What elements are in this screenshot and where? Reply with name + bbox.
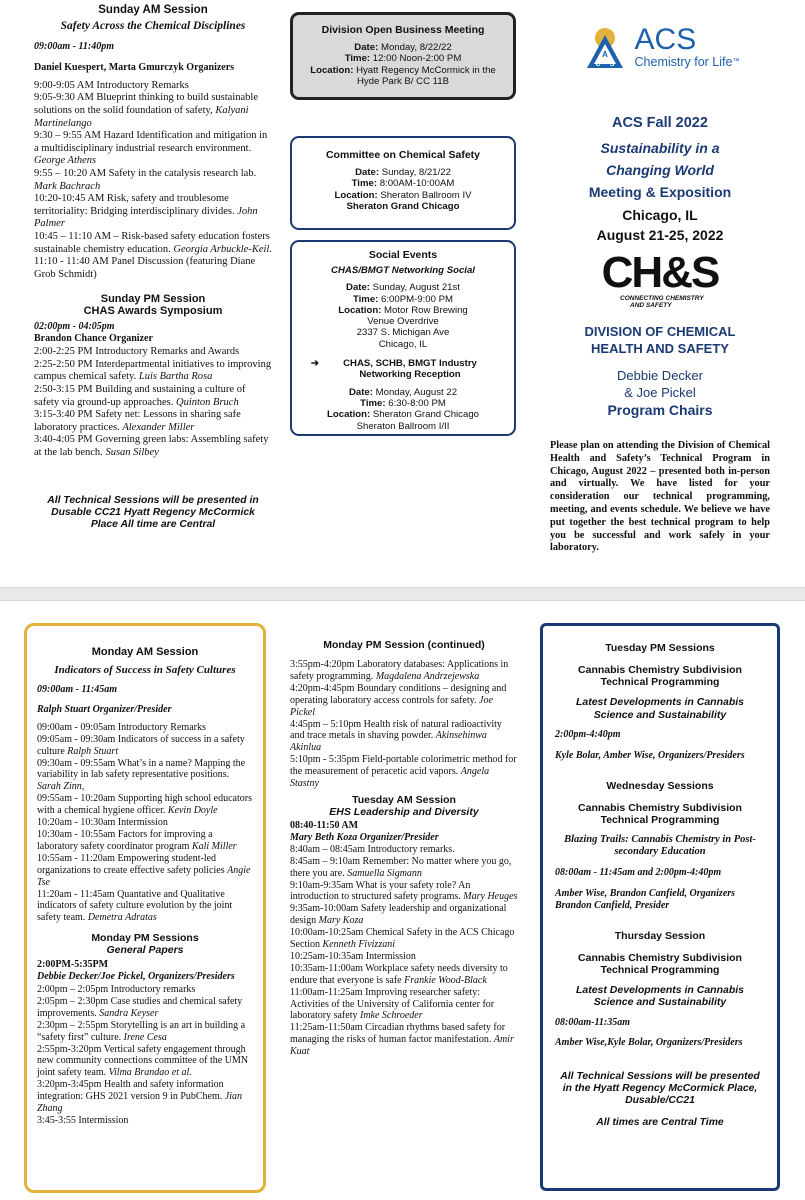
sunday-am-time: 09:00am - 11:40pm: [34, 41, 114, 52]
committee-box: [290, 136, 516, 230]
talk-item: [34, 434, 272, 459]
address-line: Sheraton Ballroom I/II: [356, 420, 450, 432]
talk-presenter: Georgia Arbuckle-Keil.: [173, 243, 272, 255]
sunday-column: [34, 4, 272, 530]
session-time: 08:00am - 11:45am and 2:00pm-4:40pm: [555, 866, 722, 878]
detail-value: 8:00AM-10:00AM: [377, 178, 455, 190]
detail-value: 12:00 Noon-2:00 PM: [370, 53, 462, 65]
talk-item: [37, 793, 253, 817]
talk-item: [34, 409, 272, 434]
talk-item: [34, 231, 272, 256]
detail-value: Sunday, 8/21/22: [379, 167, 451, 178]
chair-1: Debbie Decker: [617, 368, 703, 383]
sunday-pm-talk-list: [34, 346, 272, 459]
cannabis-sessions-box: [540, 623, 780, 1191]
talk-text: 2:25-2:50 PM Interdepartmental initiatives to improving campus chemical safety.: [34, 358, 272, 383]
session-organizers: Amber Wise,Kyle Bolar, Organizers/Presiders: [555, 1037, 743, 1049]
talk-item: [290, 683, 518, 719]
sunday-am-title: Safety Across the Chemical Disciplines: [60, 20, 246, 32]
talk-text: 10:55am - 11:20am Empowering student-led organizations to create effective safety policies: [37, 852, 228, 876]
cannabis-session-list: [555, 642, 765, 1049]
arrow-right-icon: ➔: [310, 358, 320, 370]
acs-emblem-letter-s: S: [609, 61, 614, 68]
detail-value: Sunday, August 21st: [370, 282, 460, 294]
session-title: Blazing Trails: Cannabis Chemistry in Post-secondary Education: [564, 833, 756, 858]
talk-item: [37, 817, 253, 829]
social-events-box: [290, 240, 516, 436]
talk-text: 10:20-10:45 AM Risk, safety and troublesome territoriality: Bridging interdisciplinary divides.: [34, 193, 238, 217]
monday-am-talk-list: [37, 722, 253, 924]
chas-logo: [548, 248, 772, 309]
sunday-am-talk-list: [34, 80, 272, 282]
monday-pm-continued-heading: Monday PM Session (continued): [323, 639, 485, 651]
acs-emblem-icon: [581, 22, 629, 72]
detail-line: [298, 167, 508, 178]
talk-item: [34, 80, 272, 93]
detail-line: [298, 282, 508, 293]
social-event-1-details: [298, 282, 508, 316]
meeting-subtitle: Meeting & Exposition: [588, 184, 732, 200]
talk-presenter: Ralph Stuart: [67, 745, 119, 757]
tuesday-am-time: 08:40-11:50 AM: [290, 819, 359, 831]
session-subdivision: Cannabis Chemistry Subdivision: [578, 664, 742, 676]
talk-text: 2:55pm-3:20pm Vertical safety engagement through new community connections committee of the UMN joint safety team.: [37, 1043, 249, 1079]
social-event-2-name: CHAS, SCHB, BMGT Industry Networking Reception: [343, 358, 477, 381]
talk-presenter: Demetra Adratas: [87, 912, 157, 924]
detail-label: Location:: [310, 64, 354, 76]
chas-logo-sub-2: AND SAFETY: [630, 302, 672, 309]
talk-text: 3:55pm-4:20pm Laboratory databases: Applications in safety programming.: [290, 659, 509, 682]
talk-text: 3:20pm-3:45pm Health and safety information integration: GHS 2021 version 9 in PubChem.: [37, 1079, 225, 1103]
talk-presenter: Kalyani Martinelango: [34, 105, 249, 129]
talk-text: 11:10 - 11:40 AM Panel Discussion (featuring Diane Grob Schmidt): [34, 256, 256, 280]
session-wed: [555, 780, 765, 912]
talk-text: 8:40am – 08:45am Introductory remarks.: [290, 843, 455, 855]
talk-item: [37, 1115, 253, 1127]
talk-presenter: Quinton Bruch: [176, 396, 239, 408]
address-line: 2337 S. Michigan Ave: [356, 327, 450, 339]
talk-item: [37, 889, 253, 925]
business-meeting-details: [299, 42, 507, 87]
session-time: 08:00am-11:35am: [555, 1016, 630, 1028]
talk-text: 9:55 – 10:20 AM Safety in the catalysis research lab.: [34, 167, 257, 179]
talk-text: 10:35am-11:00am Workplace safety needs diversity to endure that everyone is safe: [290, 962, 508, 986]
talk-text: 2:00pm – 2:05pm Introductory remarks: [37, 984, 196, 996]
detail-line: [298, 387, 508, 398]
acs-emblem-letter-c: C: [594, 61, 601, 68]
talk-presenter: Mary Koza: [318, 915, 364, 927]
talk-text: 09:00am - 09:05am Introductory Remarks: [37, 721, 206, 733]
talk-text: 4:20pm-4:45pm Boundary conditions – designing and operating laboratory access controls for safety.: [290, 682, 507, 706]
detail-label: Date:: [348, 386, 373, 398]
monday-pm-talk-list: [37, 984, 253, 1127]
acs-tagline: Chemistry for Life: [634, 55, 733, 69]
meeting-dates: August 21-25, 2022: [596, 227, 724, 243]
session-program: Technical Programming: [600, 676, 720, 688]
talk-presenter: Magdalena Andrzejewska: [375, 670, 480, 682]
social-event-1-address: [298, 316, 508, 350]
talk-item: [290, 659, 518, 683]
talk-text: 2:00-2:25 PM Introductory Remarks and Awards: [34, 346, 240, 358]
talk-text: 9:00-9:05 AM Introductory Remarks: [34, 79, 189, 91]
intro-paragraph: Please plan on attending the Division of Chemical Health and Safety’s Technical Program in Chicago, August 2022 – presented both in-person and virtually. We have listed for your consideration our technical programming, meeting, and events schedule. We believe we have put together the best technical program to help you be successful and work safely in your laboratory.: [550, 440, 770, 554]
address-line: Chicago, IL: [378, 338, 428, 350]
detail-value: Sheraton Grand Chicago: [370, 409, 479, 421]
meeting-theme-line-1: Sustainability in a: [600, 140, 720, 156]
acs-logo-text: ACS: [634, 23, 697, 56]
tuesday-am-talk-list: [290, 844, 518, 1058]
sunday-pm-organizers: Brandon Chance Organizer: [34, 333, 153, 345]
talk-text: 9:35am-10:00am Safety leadership and organizational design: [290, 903, 507, 927]
talk-text: 9:10am-9:35am What is your safety role? An introduction to structured safety programs.: [290, 879, 471, 903]
business-meeting-title: Division Open Business Meeting: [321, 24, 485, 36]
talk-text: 8:45am – 9:10am Remember: No matter where you go, there you are.: [290, 855, 512, 879]
detail-value: 6:00PM-9:00 PM: [378, 293, 454, 305]
talk-item: [290, 844, 518, 856]
talk-text: 10:20am - 10:30am Intermission: [37, 817, 168, 829]
session-subdivision: Cannabis Chemistry Subdivision: [578, 951, 742, 964]
talk-text: 11:20am - 11:45am Quantative and Qualitative indicators of safety culture evolution by the joint safety team.: [37, 888, 233, 924]
monday-pm-heading: Monday PM Sessions: [91, 932, 199, 945]
talk-presenter: Sandra Keyser: [99, 1007, 159, 1019]
session-heading: Thursday Session: [614, 929, 706, 942]
session-program: Technical Programming: [600, 813, 720, 826]
talk-text: 9:05-9:30 AM Blueprint thinking to build sustainable solutions on the solid foundation of safety,: [34, 92, 258, 116]
talk-text: 09:55am - 10:20am Supporting high school educators with a chemical hygiene officer.: [37, 793, 252, 817]
sunday-location-note: All Technical Sessions will be presented in Dusable CC21 Hyatt Regency McCormick Place All time are Central: [47, 495, 259, 530]
talk-presenter: John Palmer: [34, 205, 258, 230]
talk-item: [290, 719, 518, 755]
detail-line: [299, 65, 507, 88]
chair-2: & Joe Pickel: [624, 385, 696, 400]
talk-item: [34, 168, 272, 193]
talk-presenter: Kevin Doyle: [167, 805, 218, 817]
talk-item: [37, 758, 253, 794]
talk-item: [290, 927, 518, 951]
talk-presenter: Angie Tse: [37, 864, 251, 888]
talk-presenter: Jian Zhang: [37, 1091, 242, 1115]
committee-details: [298, 167, 508, 201]
talk-presenter: Akinsehinwa Akinlua: [290, 730, 487, 754]
session-time: 2:00pm-4:40pm: [555, 729, 621, 740]
detail-line: [298, 398, 508, 409]
monday-am-time: 09:00am - 11:45am: [37, 684, 117, 695]
talk-presenter: Joe Pickel: [290, 694, 493, 718]
acs-trademark: ™: [732, 58, 740, 65]
cover-column: [548, 16, 772, 419]
monday-pm-continued-talk-list: [290, 659, 518, 790]
detail-line: [299, 53, 507, 64]
session-heading: Wednesday Sessions: [606, 779, 714, 792]
talk-item: [37, 996, 253, 1020]
business-meeting-box: [290, 12, 516, 100]
talk-text: 3:45-3:55 Intermission: [37, 1115, 129, 1126]
detail-label: Time:: [344, 53, 371, 65]
talk-item: [37, 1044, 253, 1080]
talk-item: [34, 130, 272, 168]
talk-item: [290, 903, 518, 927]
talk-text: 10:45 – 11:10 AM – Risk-based safety education fosters sustainable chemistry education.: [34, 230, 270, 255]
talk-text: 09:30am - 09:55am What’s in a name? Mapping the variability in lab safety representative positions.: [37, 757, 246, 781]
talk-item: [37, 1079, 253, 1115]
talk-item: [37, 734, 253, 758]
talk-presenter: Amir Kuat: [290, 1034, 514, 1058]
committee-venue: Sheraton Grand Chicago: [346, 200, 460, 212]
session-title: Latest Developments in Cannabis Science and Sustainability: [575, 696, 745, 721]
talk-presenter: Frankie Wood-Black: [404, 974, 487, 986]
talk-presenter: Vilma Brandao et al.: [108, 1067, 192, 1079]
session-program: Technical Programming: [600, 963, 720, 976]
chas-logo-sub-1: CONNECTING CHEMISTRY: [620, 295, 704, 302]
session-organizers: Amber Wise, Brandon Canfield, Organizers Brandon Canfield, Presider: [555, 887, 736, 911]
social-event-1-name: CHAS/BMGT Networking Social: [331, 265, 475, 276]
monday-am-title: Indicators of Success in Safety Cultures: [54, 664, 236, 676]
talk-text: 5:10pm - 5:35pm Field-portable colorimetric method for the measurement of peracetic acid vapors.: [290, 754, 517, 778]
session-tue-pm: [555, 642, 765, 762]
tuesday-am-title: EHS Leadership and Diversity: [329, 805, 479, 818]
talk-item: [37, 829, 253, 853]
detail-label: Time:: [351, 178, 378, 190]
monday-pm-time: 2:00PM-5:35PM: [37, 959, 109, 971]
meeting-title: ACS Fall 2022: [612, 115, 708, 131]
tuesday-am-heading: Tuesday AM Session: [352, 793, 456, 806]
talk-presenter: Mary Heuges: [463, 891, 518, 903]
talk-item: [290, 951, 518, 963]
talk-item: [34, 92, 272, 130]
committee-title: Committee on Chemical Safety: [325, 149, 481, 161]
sunday-am-heading: Sunday AM Session: [98, 4, 208, 16]
sunday-pm-time: 02:00pm - 04:05pm: [34, 321, 115, 333]
talk-item: [34, 384, 272, 409]
session-subdivision: Cannabis Chemistry Subdivision: [578, 801, 742, 814]
talk-text: 10:30am - 10:55am Factors for improving a laboratory safety coordinator program: [37, 828, 213, 852]
talk-presenter: Imke Schroeder: [359, 1010, 423, 1022]
detail-line: [298, 190, 508, 201]
talk-text: 11:25am-11:50am Circadian rhythms based safety for managing the risks of human factor manifestation.: [290, 1022, 506, 1046]
talk-presenter: George Athens: [34, 155, 97, 167]
talk-presenter: Sarah Zinn,: [37, 781, 85, 793]
detail-line: [298, 294, 508, 305]
talk-item: [290, 987, 518, 1023]
talk-presenter: Luis Bartha Rosa: [138, 371, 213, 383]
talk-text: 9:30 – 9:55 AM Hazard Identification and mitigation in a multidisciplinary industrial research environment.: [34, 130, 268, 154]
talk-presenter: Susan Silbey: [105, 446, 159, 458]
chairs-role: Program Chairs: [607, 402, 713, 418]
acs-logo: [548, 16, 772, 78]
talk-item: [37, 853, 253, 889]
talk-item: [290, 754, 518, 790]
detail-label: Location:: [327, 409, 371, 421]
monday-am-heading: Monday AM Session: [91, 646, 199, 658]
social-event-2-address: [298, 421, 508, 432]
monday-am-box: [24, 623, 266, 1193]
session-thu: [555, 930, 765, 1050]
detail-value: 6:30-8:00 PM: [385, 397, 446, 409]
talk-text: 10:00am-10:25am Chemical Safety in the ACS Chicago Section: [290, 927, 515, 951]
monday-am-organizers: Ralph Stuart Organizer/Presider: [37, 703, 172, 715]
session-organizers: Kyle Bolar, Amber Wise, Organizers/Presiders: [555, 749, 745, 761]
detail-value: Sheraton Ballroom IV: [377, 189, 472, 201]
meeting-theme-line-2: Changing World: [606, 162, 714, 178]
talk-text: 11:00am-11:25am Improving researcher safety: Activities of the University of California center for laboratory safety: [290, 986, 495, 1022]
talk-item: [34, 256, 272, 281]
talk-text: 4:45pm – 5:10pm Health risk of natural radioactivity and trace metals in shaving powder.: [290, 718, 502, 742]
division-name-line-1: DIVISION OF CHEMICAL: [584, 324, 736, 339]
detail-label: Time:: [360, 397, 386, 409]
talk-presenter: Kali Miller: [191, 840, 237, 852]
detail-label: Location:: [338, 304, 382, 316]
talk-presenter: Alexander Miller: [122, 421, 195, 433]
detail-value: Motor Row Brewing: [381, 304, 468, 316]
monday-pm-title: General Papers: [106, 944, 184, 957]
talk-item: [37, 722, 253, 734]
sunday-am-organizers: Daniel Kuespert, Marta Gmurczyk Organizers: [34, 61, 235, 73]
page-gap: [0, 588, 805, 600]
talk-presenter: Mark Bachrach: [34, 180, 101, 192]
acs-emblem-letter-a: A: [601, 50, 608, 59]
detail-label: Time:: [352, 293, 379, 305]
talk-text: 10:25am-10:35am Intermission: [290, 950, 416, 962]
talk-item: [34, 193, 272, 231]
talk-text: 3:15-3:40 PM Safety net: Lessons in sharing safe laboratory practices.: [34, 409, 241, 433]
talk-presenter: Angela Stastny: [290, 766, 490, 790]
social-event-2-heading: [298, 358, 508, 381]
detail-value: Hyatt Regency McCormick in the Hyde Park B/ CC 11B: [353, 64, 496, 87]
monday-pm-organizers: Debbie Decker/Joe Pickel, Organizers/Presiders: [37, 971, 235, 983]
brochure-page-2: [0, 600, 805, 1200]
talk-text: 2:50-3:15 PM Building and sustaining a culture of safety via ground-up approaches.: [34, 383, 246, 408]
talk-text: 2:05pm – 2:30pm Case studies and chemical safety improvements.: [37, 995, 243, 1019]
division-name-line-2: HEALTH AND SAFETY: [591, 341, 729, 356]
detail-label: Date:: [355, 167, 380, 178]
talk-presenter: Samuella Sigmann: [347, 867, 422, 879]
talk-presenter: Kenneth Fivizzani: [322, 939, 395, 951]
talk-item: [290, 856, 518, 880]
detail-line: [298, 409, 508, 420]
chas-logo-text: CH&S: [601, 248, 719, 297]
talk-item: [34, 346, 272, 359]
session-heading: Tuesday PM Sessions: [605, 642, 715, 654]
brochure-page-1: [0, 0, 805, 588]
talk-item: [34, 359, 272, 384]
cannabis-location-note: All Technical Sessions will be presented in the Hyatt Regency McCormick Place, Dusable/CC21: [560, 1071, 760, 1107]
detail-line: [298, 305, 508, 316]
detail-label: Date:: [354, 42, 379, 53]
talk-item: [37, 1020, 253, 1044]
detail-value: Monday, 8/22/22: [378, 42, 452, 53]
detail-line: [299, 42, 507, 53]
tuesday-am-organizers: Mary Beth Koza Organizer/Presider: [290, 831, 439, 843]
talk-item: [290, 880, 518, 904]
monday-pm-continued-column: [290, 639, 518, 1058]
talk-presenter: Irene Cesa: [123, 1031, 167, 1043]
detail-line: [298, 178, 508, 189]
talk-item: [290, 1022, 518, 1058]
sunday-pm-heading: Sunday PM Session: [100, 293, 206, 306]
talk-item: [290, 963, 518, 987]
detail-label: Date:: [346, 282, 371, 294]
talk-item: [37, 984, 253, 996]
meeting-city: Chicago, IL: [622, 207, 698, 223]
sunday-pm-title: CHAS Awards Symposium: [83, 305, 223, 318]
address-line: Venue Overdrive: [367, 316, 439, 328]
social-event-2-details: [298, 387, 508, 421]
cannabis-time-note: All times are Central Time: [596, 1117, 724, 1129]
social-events-title: Social Events: [368, 249, 438, 261]
session-title: Latest Developments in Cannabis Science and Sustainability: [575, 983, 745, 1009]
detail-label: Location:: [334, 189, 378, 201]
talk-text: 3:40-4:05 PM Governing green labs: Assembling safety at the lab bench.: [34, 434, 269, 458]
detail-value: Monday, August 22: [372, 386, 458, 398]
talk-text: 2:30pm – 2:55pm Storytelling is an art in building a “safety first” culture.: [37, 1019, 246, 1043]
talk-text: 09:05am - 09:30am Indicators of success in a safety culture: [37, 733, 245, 757]
